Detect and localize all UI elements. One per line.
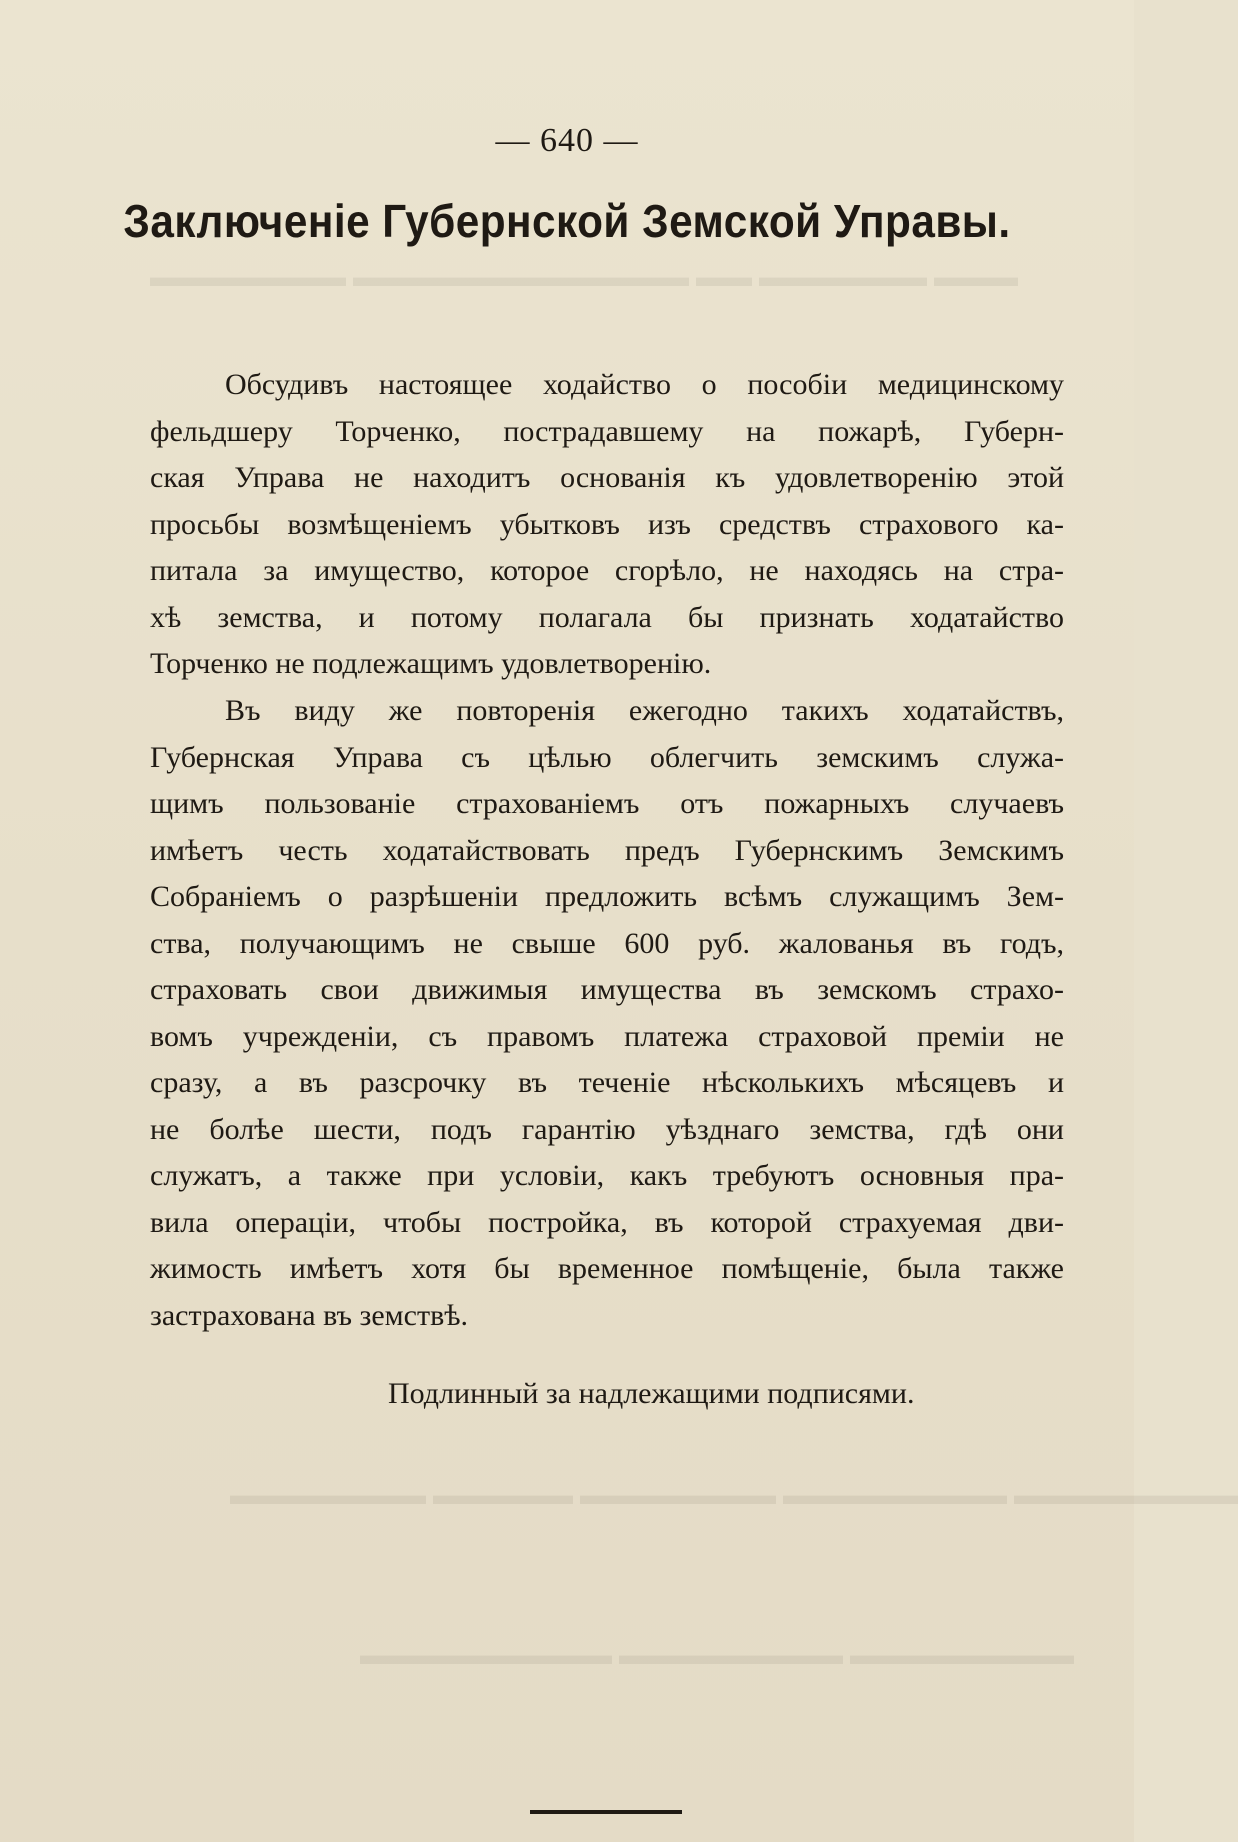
- paragraph-line: просьбы возмѣщеніемъ убытковъ изъ средствъ страхового ка-: [150, 507, 1064, 541]
- show-through-decoration: ▬▬▬ ▬▬▬▬▬▬ ▬▬ ▬▬▬▬▬▬▬▬▬▬▬▬ ▬▬▬▬▬▬▬: [150, 262, 1018, 293]
- paragraph-line: хѣ земства, и потому полагала бы признать ходатайство: [150, 600, 1064, 634]
- paragraph-line: сразу, а въ разсрочку въ теченіе нѣсколькихъ мѣсяцевъ и: [150, 1066, 1064, 1099]
- paragraph-line: Собраніемъ о разрѣшеніи предложить всѣмъ служащимъ Зем-: [150, 880, 1064, 913]
- paragraph-line: питала за имущество, которое сгорѣло, не находясь на стра-: [150, 554, 1064, 587]
- paragraph-line: Торченко не подлежащимъ удовлетворенію.: [150, 647, 712, 680]
- paragraph-2: [150, 688, 1064, 1339]
- paragraph-line: Губернская Управа съ цѣлью облегчить земскимъ служа-: [150, 740, 1064, 774]
- show-through-decoration: ▬▬▬▬▬▬▬▬ ▬▬▬▬▬▬▬▬ ▬▬▬▬▬▬▬ ▬▬▬▬▬ ▬▬▬▬▬▬▬: [230, 1480, 1238, 1511]
- paragraph-line: застрахована въ земствѣ.: [150, 1298, 469, 1332]
- paragraph-line: вила операціи, чтобы постройка, въ которой страхуемая дви-: [150, 1205, 1064, 1239]
- paragraph-1: [150, 362, 1064, 688]
- paragraph-line: ская Управа не находитъ основанія къ удовлетворенію этой: [150, 461, 1064, 494]
- paragraph-line: имѣетъ честь ходатайствовать предъ Губернскимъ Земскимъ: [150, 833, 1064, 867]
- paragraph-line: не болѣе шести, подъ гарантію уѣзднаго земства, гдѣ они: [150, 1112, 1064, 1146]
- signature-note: Подлинный за надлежащими подписями.: [388, 1377, 915, 1410]
- closing-divider: [530, 1810, 682, 1814]
- paragraph-line: вомъ учрежденіи, съ правомъ платежа страховой преміи не: [150, 1019, 1064, 1053]
- page-title: Заключеніе Губернской Земской Управы.: [123, 195, 1011, 247]
- show-through-decoration: ▬▬▬▬▬▬▬▬ ▬▬▬▬▬▬▬▬ ▬▬▬▬▬▬▬▬▬: [360, 1640, 1074, 1671]
- paragraph-line: ства, получающимъ не свыше 600 руб. жалованья въ годъ,: [150, 926, 1064, 960]
- paragraph-line: служатъ, а также при условіи, какъ требуютъ основныя пра-: [150, 1159, 1064, 1192]
- page-number: — 640 —: [495, 122, 639, 159]
- paragraph-line: Въ виду же повторенія ежегодно такихъ ходатайствъ,: [225, 694, 1064, 727]
- paragraph-line: страховать свои движимыя имущества въ земскомъ страхо-: [150, 973, 1064, 1006]
- paragraph-line: щимъ пользованіе страхованіемъ отъ пожарныхъ случаевъ: [150, 787, 1064, 820]
- paragraph-line: жимость имѣетъ хотя бы временное помѣщеніе, была также: [150, 1252, 1064, 1285]
- paragraph-line: фельдшеру Торченко, пострадавшему на пожарѣ, Губерн-: [150, 414, 1064, 448]
- paragraph-line: Обсудивъ настоящее ходайство о пособіи медицинскому: [225, 368, 1064, 401]
